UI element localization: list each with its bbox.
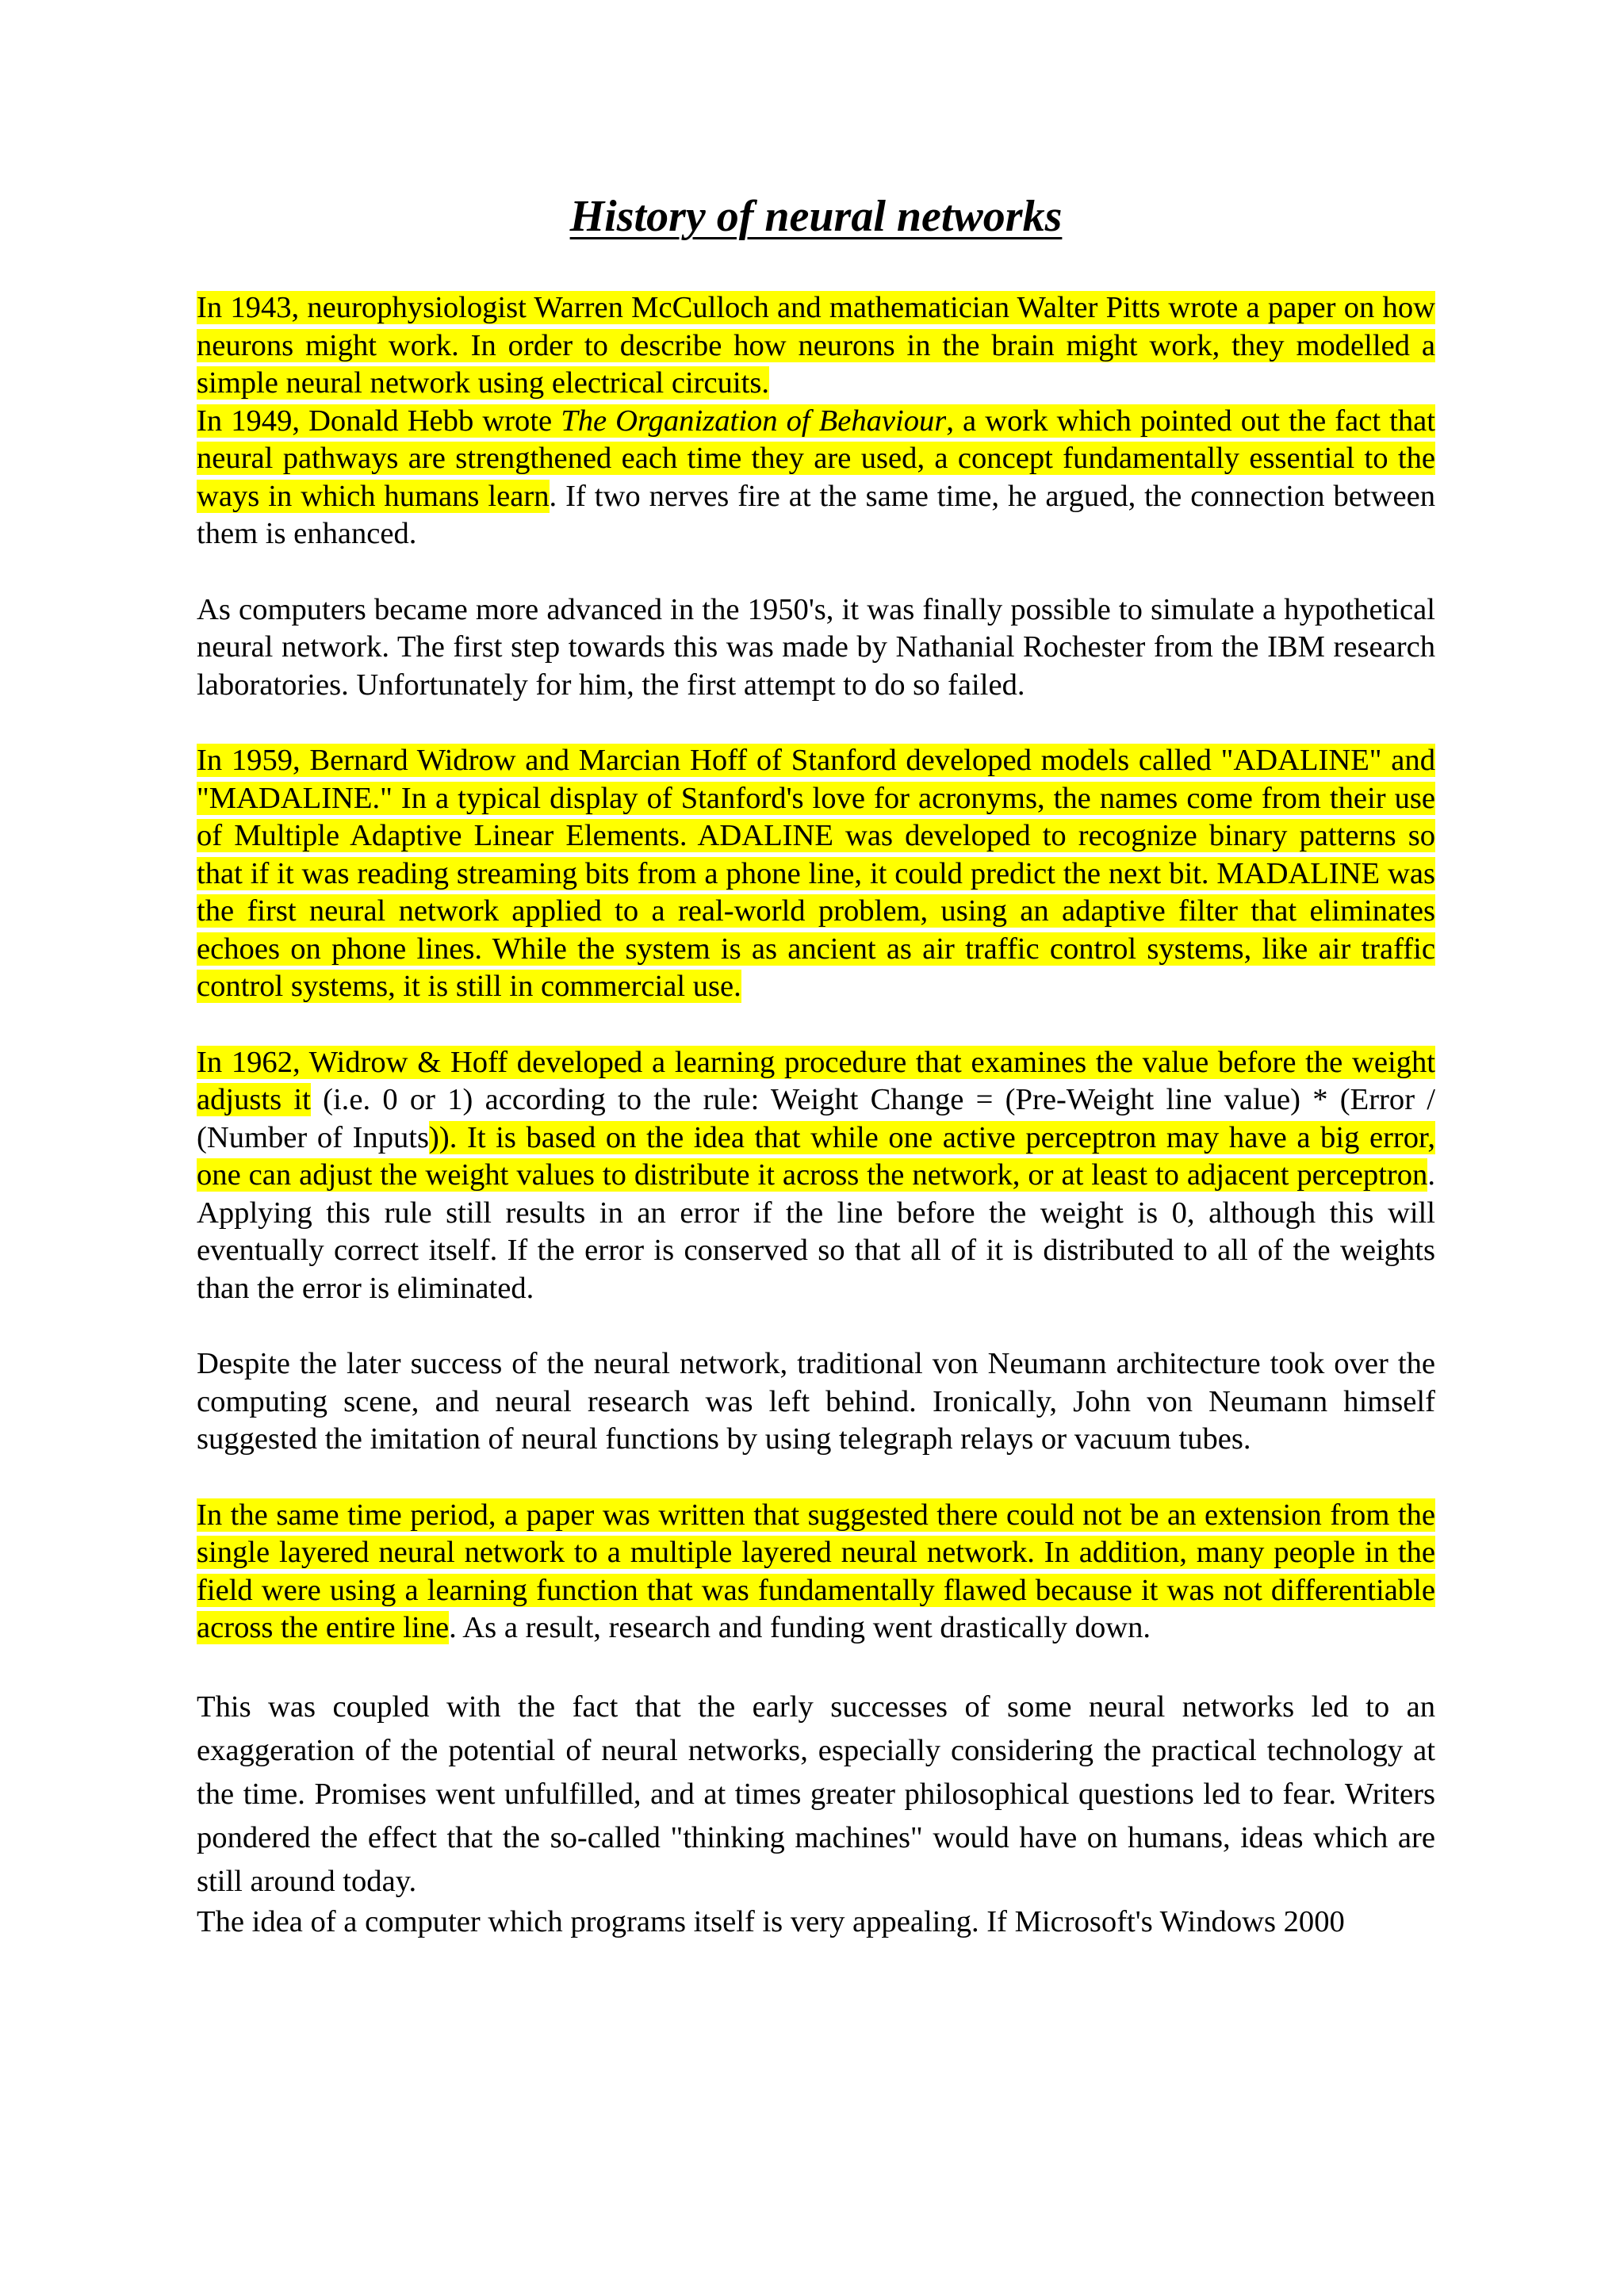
- plain-text: . If two nerves fire at the same time, he argued, the connection between them is enhanced.: [197, 479, 1435, 551]
- paragraph-exaggeration: This was coupled with the fact that the early successes of some neural networks led to an exaggeration of the potential of neural networks, especially considering the practical technology at the time. Promises went unfulfilled, and at times greater philosophical questions led to fear. Writers pondered the effect that the so-called "thinking machines" would have on humans, ideas which are still around today.: [197, 1689, 1435, 1898]
- paragraph-1959: [197, 742, 1435, 1006]
- paragraph-1949: [197, 403, 1435, 553]
- highlighted-text: In 1962, Widrow & Hoff developed a learning procedure that examines the value before the weight adjusts it: [197, 1045, 1435, 1117]
- highlighted-text: In 1959, Bernard Widrow and Marcian Hoff of Stanford developed models called "ADALINE" and "MADALINE." In a typical display of Stanford's love for acronyms, the names come from their use of Multiple Adaptive Linear Elements. ADALINE was developed to recognize binary patterns so that if it was reading streaming bits from a phone line, it could predict the next bit. MADALINE was the first neural network applied to a real-world problem, using an adaptive filter that eliminates echoes on phone lines. While the system is as ancient as air traffic control systems, like air traffic control systems, it is still in commercial use.: [197, 744, 1435, 1004]
- plain-text: (i.e. 0 or 1) according to the rule: Weight Change = (Pre-Weight line value) * (Error / (Number of Inputs: [197, 1083, 1436, 1154]
- book-title: The Organization of Behaviour: [561, 404, 947, 438]
- highlighted-text: In the same time period, a paper was written that suggested there could not be an extension from the single layered neural network to a multiple layered neural network. In addition, many people in the field were using a learning function that was fundamentally flawed because it was not differentiable across the entire line: [197, 1498, 1435, 1645]
- paragraph-von-neumann: Despite the later success of the neural network, traditional von Neumann architecture took over the computing scene, and neural research was left behind. Ironically, John von Neumann himself suggested the imitation of neural functions by using telegraph relays or vacuum tubes.: [197, 1347, 1435, 1456]
- paragraph-self-programming: The idea of a computer which programs itself is very appealing. If Microsoft's Windows 2000: [197, 1904, 1345, 1938]
- highlighted-text: In 1943, neurophysiologist Warren McCulloch and mathematician Walter Pitts wrote a paper on how neurons might work. In order to describe how neurons in the brain might work, they modelled a simple neural network using electrical circuits.: [197, 291, 1435, 400]
- paragraph-1943: [197, 289, 1435, 403]
- highlighted-text: )). It is based on the idea that while one active perceptron may have a big error, one can adjust the weight values to distribute it across the network, or at least to adjacent perceptron: [197, 1120, 1436, 1192]
- highlighted-text: , a work which pointed out the fact that neural pathways are strengthened each time they are used, a concept fundamentally essential to the ways in which humans learn: [197, 404, 1435, 513]
- plain-text: . Applying this rule still results in an error if the line before the weight is 0, although this will eventually correct itself. If the error is conserved so that all of it is distributed to all of the weights than the error is eliminated.: [197, 1158, 1435, 1305]
- page-title: History of neural networks: [569, 192, 1063, 241]
- paragraph-same-period: [197, 1497, 1435, 1647]
- paragraph-1962: [197, 1044, 1435, 1308]
- highlighted-text: In 1949, Donald Hebb wrote: [197, 404, 561, 438]
- paragraph-1950s: As computers became more advanced in the 1950's, it was finally possible to simulate a hypothetical neural network. The first step towards this was made by Nathanial Rochester from the IBM research laboratories. Unfortunately for him, the first attempt to do so failed.: [197, 592, 1435, 702]
- plain-text: . As a result, research and funding went drastically down.: [449, 1611, 1151, 1645]
- document-page: [197, 190, 1435, 1941]
